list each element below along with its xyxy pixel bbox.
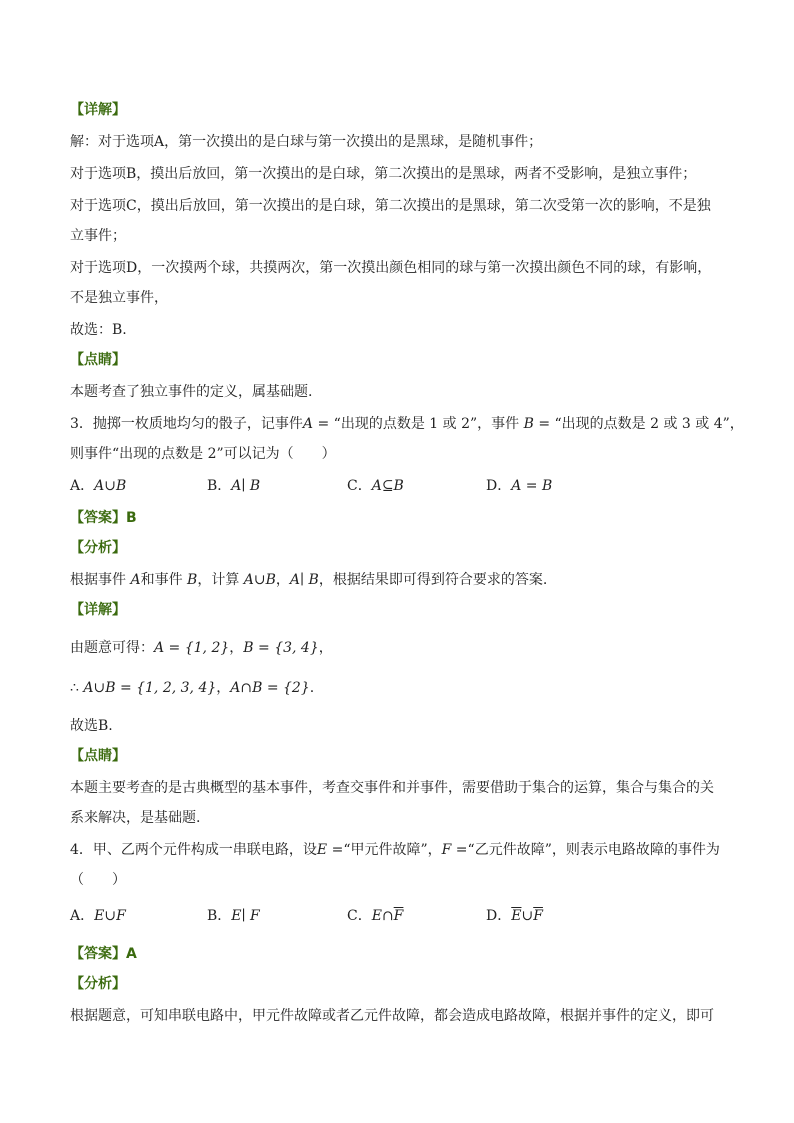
math-var: B — [523, 416, 534, 432]
question-3-stem — [70, 414, 744, 434]
paragraph: 故选：B. — [70, 322, 127, 338]
option-a — [70, 476, 126, 496]
option-label: A． — [70, 478, 95, 494]
paragraph: 对于选项C，摸出后放回，第一次摸出的是白球，第二次摸出的是黑球，第二次受第一次的影响，不是独 — [70, 198, 711, 214]
paragraph: 根据题意，可知串联电路中，甲元件故障或者乙元件故障，都会造成电路故障，根据并事件的定义，即可 — [70, 1008, 714, 1024]
section-heading-answer: 【答案】A — [70, 946, 137, 962]
option-label: B． — [207, 908, 232, 924]
section-heading-analysis: 【分析】 — [70, 540, 126, 556]
option-c — [347, 906, 403, 926]
text: 4．甲、乙两个元件构成一串联电路，设 — [70, 842, 317, 858]
option-expr: A∪B — [94, 478, 127, 494]
text: ∴ — [70, 680, 84, 696]
math-expr: A∩B = {2} — [230, 680, 310, 696]
option-d — [486, 476, 552, 496]
math-var: A — [130, 572, 141, 588]
paragraph: 本题考查了独立事件的定义，属基础题. — [70, 384, 313, 400]
option-b — [207, 476, 260, 496]
math-expr: B = {3, 4} — [243, 640, 319, 656]
option-expr: A = B — [511, 478, 553, 494]
math-var: B — [187, 572, 198, 588]
option-label: D． — [486, 908, 512, 924]
text: 3．抛掷一枚质地均匀的骰子，记事件 — [70, 416, 303, 432]
text: ， — [318, 640, 333, 656]
math-var: A — [302, 416, 314, 432]
text: ， — [275, 572, 290, 588]
paragraph: 系来解决，是基础题. — [70, 810, 201, 826]
option-label: D． — [486, 478, 512, 494]
option-expr-overlined: $\overline{E}$ — [511, 908, 522, 924]
section-heading-comment: 【点睛】 — [70, 352, 126, 368]
question-4-stem — [70, 840, 720, 860]
option-a — [70, 906, 126, 926]
text: 根据事件 — [70, 572, 131, 588]
text: 和事件 — [140, 572, 188, 588]
option-expr: E∩ — [371, 908, 394, 924]
paragraph: 对于选项D，一次摸两个球，共摸两次，第一次摸出颜色相同的球与第一次摸出颜色不同的球，有影响， — [70, 260, 712, 276]
option-d — [486, 906, 543, 926]
option-expr-overlined: $\overline{F}$ — [533, 908, 543, 924]
question-4-stem-line2: （ ） — [70, 872, 126, 888]
paragraph: 立事件； — [70, 228, 126, 244]
text: ， — [229, 640, 244, 656]
option-c — [347, 476, 404, 496]
text: ， — [216, 680, 231, 696]
option-expr: A⊆B — [371, 478, 404, 494]
text: = “出现的点数是 2 或 3 或 4”， — [533, 416, 744, 432]
math-expr: A∪B — [243, 572, 276, 588]
section-heading-analysis: 【分析】 — [70, 976, 126, 992]
question-3-stem-line2: 则事件“出现的点数是 2”可以记为（ ） — [70, 446, 336, 462]
paragraph: 不是独立事件， — [70, 290, 168, 306]
section-heading-detail: 【详解】 — [70, 102, 126, 118]
paragraph — [70, 638, 333, 658]
paragraph — [70, 678, 314, 698]
text: ，根据结果即可得到符合要求的答案. — [318, 572, 548, 588]
option-b — [207, 906, 260, 926]
math-expr: A∣ B — [289, 572, 319, 588]
option-expr: A∣ B — [231, 478, 261, 494]
paragraph — [70, 570, 547, 590]
math-var: F — [441, 842, 452, 858]
option-label: A． — [70, 908, 95, 924]
section-heading-detail: 【详解】 — [70, 602, 126, 618]
text: . — [309, 680, 315, 696]
math-expr: A = {1, 2} — [154, 640, 230, 656]
option-label: B． — [207, 478, 232, 494]
text: =“乙元件故障”，则表示电路故障的事件为 — [451, 842, 720, 858]
paragraph: 对于选项B，摸出后放回，第一次摸出的是白球，第二次摸出的是黑球，两者不受影响，是独立事件； — [70, 166, 697, 182]
math-var: E — [316, 842, 328, 858]
paragraph: 解：对于选项A，第一次摸出的是白球与第一次摸出的是黑球，是随机事件； — [70, 134, 543, 150]
math-expr: A∪B = {1, 2, 3, 4} — [83, 680, 217, 696]
text: 由题意可得： — [70, 640, 154, 656]
section-heading-comment: 【点睛】 — [70, 748, 126, 764]
text: ，计算 — [197, 572, 244, 588]
option-label: C． — [347, 908, 372, 924]
option-expr: ∪ — [521, 908, 534, 924]
text: = “出现的点数是 1 或 2”，事件 — [313, 416, 524, 432]
text: =“甲元件故障”， — [327, 842, 442, 858]
option-expr: E∣ F — [231, 908, 260, 924]
paragraph: 故选B. — [70, 718, 113, 734]
section-heading-answer: 【答案】B — [70, 510, 137, 526]
option-expr-overlined: $\overline{F}$ — [393, 908, 404, 924]
option-label: C． — [347, 478, 372, 494]
option-expr: E∪F — [94, 908, 126, 924]
paragraph: 本题主要考查的是古典概型的基本事件，考查交事件和并事件，需要借助于集合的运算，集合与集合的关 — [70, 780, 714, 796]
